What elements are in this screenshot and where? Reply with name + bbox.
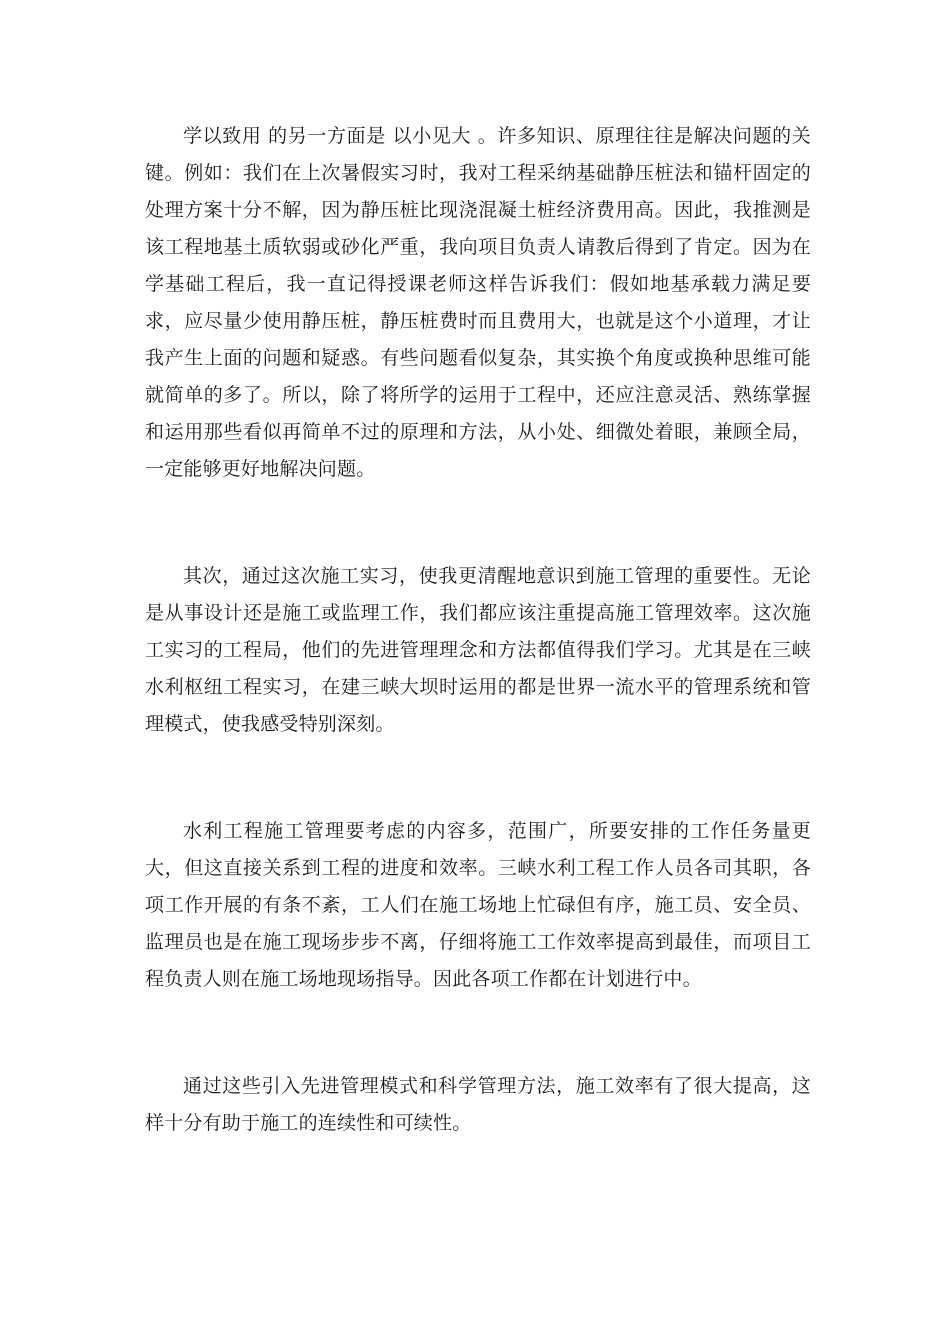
paragraph-4: 通过这些引入先进管理模式和科学管理方法，施工效率有了很大提高，这样十分有助于施工的连续性和可续性。 [145, 1075, 811, 1134]
paragraph-1: 学以致用 的另一方面是 以小见大 。许多知识、原理往往是解决问题的关键。例如：我们在上次暑假实习时，我对工程采纳基础静压桩法和锚杆固定的处理方案十分不解，因为静压桩比现浇混凝土桩经济费用高。因此，我推测是该工程地基土质软弱或砂化严重，我向项目负责人请教后得到了肯定。因为在学基础工程后，我一直记得授课老师这样告诉我们：假如地基承载力满足要求，应尽量少使用静压桩，静压桩费时而且费用大，也就是这个小道理，才让我产生上面的问题和疑惑。有些问题看似复杂，其实换个角度或换种思维可能就简单的多了。所以，除了将所学的运用于工程中，还应注意灵活、熟练掌握和运用那些看似再简单不过的原理和方法，从小处、细微处着眼，兼顾全局，一定能够更好地解决问题。 [145, 125, 811, 480]
paragraph-3: 水利工程施工管理要考虑的内容多，范围广，所要安排的工作任务量更大，但这直接关系到工程的进度和效率。三峡水利工程工作人员各司其职，各项工作开展的有条不紊，工人们在施工场地上忙碌但有序，施工员、安全员、监理员也是在施工现场步步不离，仔细将施工工作效率提高到最佳，而项目工程负责人则在施工场地现场指导。因此各项工作都在计划进行中。 [145, 820, 811, 990]
paragraph-2: 其次，通过这次施工实习，使我更清醒地意识到施工管理的重要性。无论是从事设计还是施工或监理工作，我们都应该注重提高施工管理效率。这次施工实习的工程局，他们的先进管理理念和方法都值得我们学习。尤其是在三峡水利枢纽工程实习，在建三峡大坝时运用的都是世界一流水平的管理系统和管理模式，使我感受特别深刻。 [145, 565, 811, 735]
